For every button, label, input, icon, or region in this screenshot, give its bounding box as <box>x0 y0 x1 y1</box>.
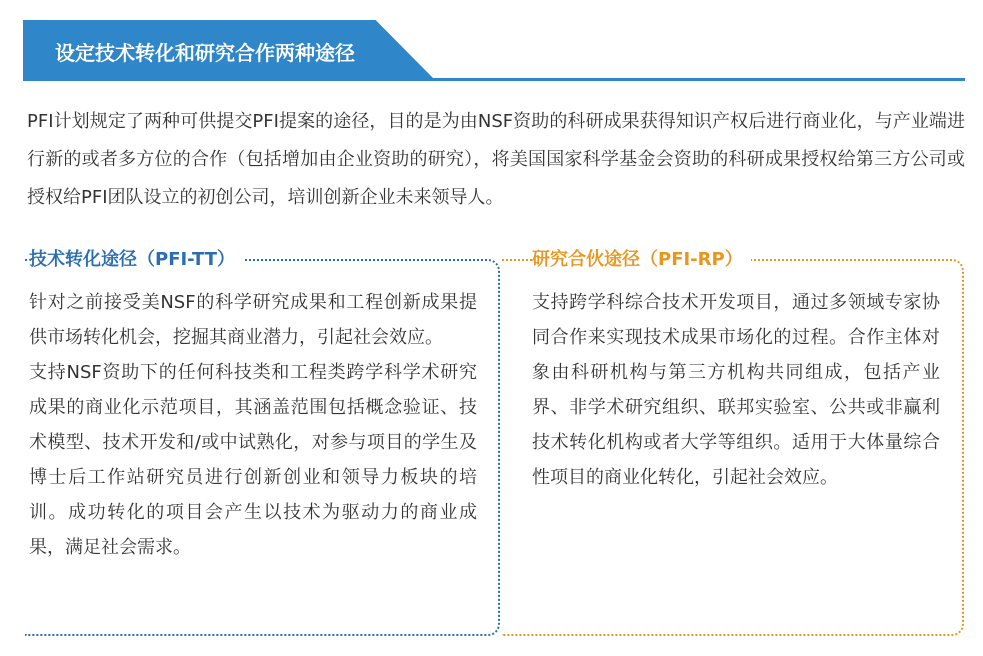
track-paragraph-rp-1: 支持跨学科综合技术开发项目，通过多领域专家协同合作来实现技术成果市场化的过程。合作主体对象由科研机构与第三方机构共同组成，包括产业界、非学术研究组织、联邦实验室、公共或非赢利技术转化机构或者大学等组织。适用于大体量综合性项目的商业化转化，引起社会效应。 <box>532 292 940 488</box>
track-body-rp <box>532 285 940 495</box>
track-body-tt <box>29 285 477 565</box>
track-heading-tt: 技术转化途径（PFI-TT） <box>29 247 243 273</box>
intro-paragraph: PFI计划规定了两种可供提交PFI提案的途径，目的是为由NSF资助的科研成果获得知识产权后进行商业化，与产业端进行新的或者多方位的合作（包括增加由企业资助的研究），将美国国家科学基金会资助的科研成果授权给第三方公司或授权给PFI团队设立的初创公司，培训创新企业未来领导人。 <box>27 111 965 208</box>
section-title: 设定技术转化和研究合作两种途径 <box>55 41 355 65</box>
track-panel-tt <box>25 249 500 636</box>
section-header-rule <box>23 78 965 81</box>
track-paragraph-tt-1: 针对之前接受美NSF的科学研究成果和工程创新成果提供市场转化机会，挖掘其商业潜力，引起社会效应。 <box>29 292 477 348</box>
track-heading-rp: 研究合伙途径（PFI-RP） <box>532 247 751 273</box>
track-paragraph-tt-2: 支持NSF资助下的任何科技类和工程类跨学科学术研究成果的商业化示范项目，其涵盖范围包括概念验证、技术模型、技术开发和/或中试熟化，对参与项目的学生及博士后工作站研究员进行创新创业和领导力板块的培训。成功转化的项目会产生以技术为驱动力的商业成果，满足社会需求。 <box>29 362 477 558</box>
track-panel-rp <box>502 249 964 636</box>
